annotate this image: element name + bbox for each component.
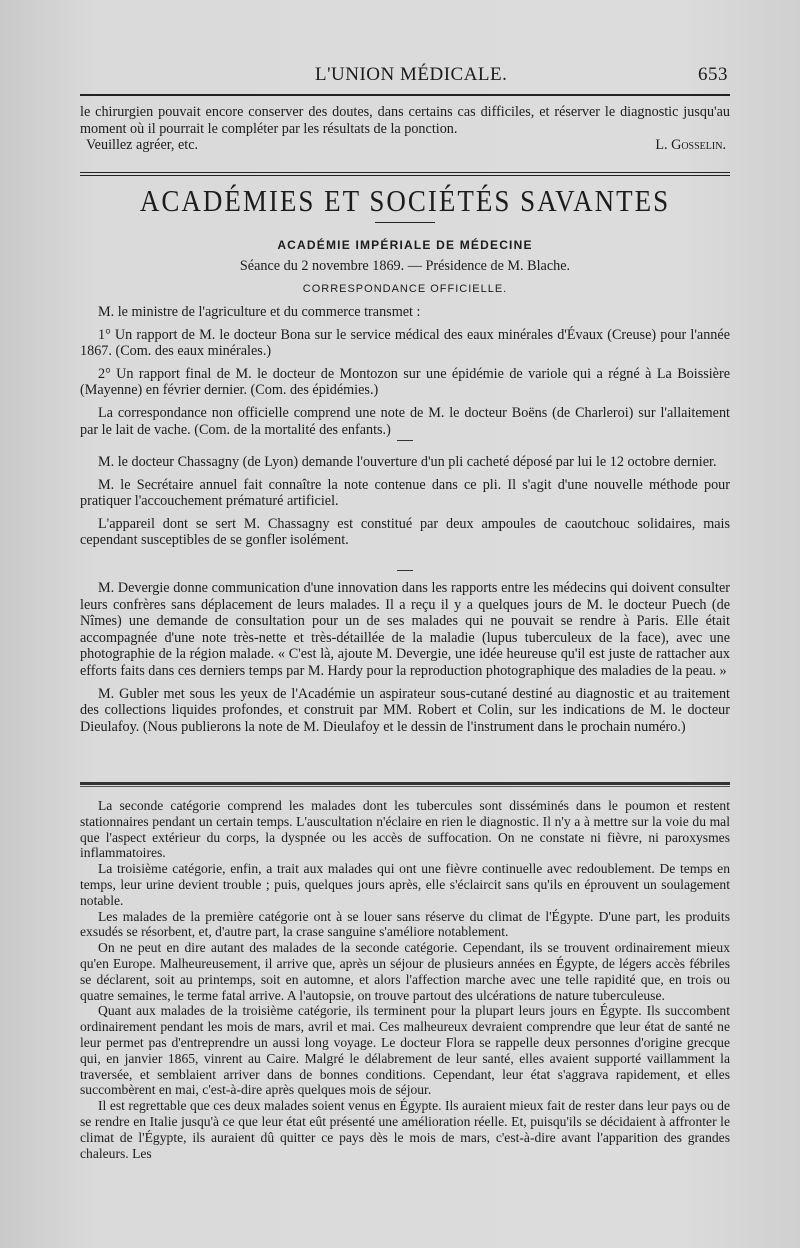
correspondence-item: M. le ministre de l'agriculture et du commerce transmet : [98, 304, 421, 320]
section-title: ACADÉMIES ET SOCIÉTÉS SAVANTES [139, 184, 671, 218]
letter-paragraph: le chirurgien pouvait encore conserver des doutes, dans certains cas difficiles, et réserver le diagnostic jusqu'au moment où il pourrait le compléter par les résultats de la ponction. [80, 104, 730, 137]
tiny-rule [397, 440, 413, 441]
seance-block [80, 258, 730, 275]
correspondence-item: 1° Un rapport de M. le docteur Bona sur le service médical des eaux minérales d'Évaux (Creuse) pour l'année 1867. (Com. des eaux minérales.) [80, 326, 730, 360]
page-number: 653 [698, 64, 728, 85]
section-heading [80, 186, 730, 217]
bottom-divider [80, 782, 730, 787]
subheading-block [80, 283, 730, 295]
section-divider [80, 172, 730, 176]
paragraph: Les malades de la première catégorie ont à se louer sans réserve du climat de l'Égypte. D'une part, les produits exsudés se résorbent, et, d'autre part, la crase sanguine s'améliore notablement. [80, 908, 730, 940]
double-rule [80, 172, 730, 176]
short-rule [375, 222, 435, 223]
devergie-block [80, 580, 730, 735]
tiny-rule-1-wrap [80, 440, 730, 441]
closing-formula: Veuillez agréer, etc. [86, 137, 199, 154]
paragraph: Il est regrettable que ces deux malades soient venus en Égypte. Ils auraient mieux fait de rester dans leur pays ou de se rendre en Italie jusqu'à ce que leur état eût présenté une amélioration réelle. Et, puisqu'ils se décidaient à affronter le climat de l'Égypte, ils auraient dû quitter ce pays dès le mois de mars, c'est-à-dire avant l'apparition des grandes chaleurs. Les [80, 1098, 730, 1161]
signature: L. Gosselin. [655, 137, 726, 154]
academy-name: ACADÉMIE IMPÉRIALE DE MÉDECINE [277, 238, 533, 252]
letter-ending [80, 104, 730, 154]
running-head [80, 64, 730, 92]
correspondence-list [80, 304, 730, 438]
paragraph: M. le Secrétaire annuel fait connaître la note contenue dans ce pli. Il s'agit d'une nouvelle méthode pour pratiquer l'accouchement prématuré artificiel. [80, 476, 730, 510]
paragraph: On ne peut en dire autant des malades de la seconde catégorie. Cependant, ils se trouvent ordinairement mieux qu'en Europe. Malheureusement, il arrive que, après un séjour de plusieurs années en Égypte, de légers accès fébriles se déclarent, soit au printemps, soit en automne, et alors l'affection marche avec une telle rapidité que, en trois ou quatre semaines, le terme fatal arrive. A l'autopsie, on trouve partout des ulcérations de nature tuberculeuse. [80, 940, 730, 1003]
signature-line [80, 137, 730, 154]
paragraph: La seconde catégorie comprend les malades dont les tubercules sont disséminés dans le poumon et restent stationnaires pendant un certain temps. L'auscultation n'éclaire en rien le diagnostic. Il n'y a à mettre sur la voie du mal que l'aspect extérieur du corps, la dyspnée ou les accès de suffocation. On ne constate ni fièvre, ni paroxysmes inflammatoires. [80, 798, 730, 861]
tiny-rule [397, 570, 413, 571]
paragraph: La troisième catégorie, enfin, a trait aux malades qui ont une fièvre continuelle avec redoublement. De temps en temps, leur urine devient trouble ; puis, quelques jours après, elle s'éclaircit sans qu'ils en éprouvent un soulagement notable. [80, 861, 730, 908]
correspondence-item: La correspondance non officielle comprend une note de M. le docteur Boëns (de Charleroi) sur l'allaitement par le lait de vache. (Com. de la mortalité des enfants.) [80, 404, 730, 438]
header-rule [80, 94, 730, 96]
continued-article [80, 798, 730, 1161]
short-rule-wrap [80, 222, 730, 223]
correspondence-heading: CORRESPONDANCE OFFICIELLE. [302, 283, 508, 295]
thick-rule [80, 782, 730, 787]
correspondence-item: 2° Un rapport final de M. le docteur de Montozon sur une épidémie de variole qui a régné à La Boissière (Mayenne) en février dernier. (Com. des épidémies.) [80, 365, 730, 399]
academy-block [80, 238, 730, 252]
tiny-rule-2-wrap [80, 570, 730, 571]
paragraph: M. Devergie donne communication d'une innovation dans les rapports entre les médecins qui doivent consulter leurs confrères sans déplacement de leurs malades. Il a reçu il y a quelques jours de M. le docteur Puech (de Nîmes) une demande de consultation pour un de ses malades qui ne pouvait se rendre à Paris. Elle était accompagnée d'une note très-nette et très-détaillée de la maladie (lupus tuberculeux de la face), avec une photographie de la région malade. « C'est là, ajoute M. Devergie, une idée heureuse qu'il est juste de rattacher aux efforts faits dans ces derniers temps par M. Hardy pour la reproduction photographique des maladies de la peau. » [80, 580, 730, 679]
paragraph: M. le docteur Chassagny (de Lyon) demande l'ouverture d'un pli cacheté déposé par lui le 12 octobre dernier. [98, 454, 717, 470]
paragraph: L'appareil dont se sert M. Chassagny est constitué par deux ampoules de caoutchouc solidaires, mais cependant susceptibles de se gonfler isolément. [80, 515, 730, 549]
seance-line: Séance du 2 novembre 1869. — Présidence de M. Blache. [239, 258, 571, 274]
chassagny-block [80, 454, 730, 549]
paragraph: Quant aux malades de la troisième catégorie, ils terminent pour la plupart leurs jours en Égypte. Ils succombent ordinairement pendant les mois de mars, avril et mai. Ces malheureux devraient comprendre que leur état de santé ne leur permet pas d'entreprendre un aussi long voyage. Le docteur Flora se rappelle deux personnes d'origine grecque qui, en janvier 1865, vinrent au Caire. Malgré le délabrement de leur santé, elles avaient supporté vaillamment la traversée, et semblaient arriver dans de bonnes conditions. Cependant, leur état s'aggrava rapidement, et elles succombèrent en mai, c'est-à-dire après quelques mois de séjour. [80, 1003, 730, 1098]
paragraph: M. Gubler met sous les yeux de l'Académie un aspirateur sous-cutané destiné au diagnostic et au traitement des collections liquides profondes, et construit par MM. Robert et Colin, sur les indications de M. le docteur Dieulafoy. (Nous publierons la note de M. Dieulafoy et le dessin de l'instrument dans le prochain numéro.) [80, 685, 730, 735]
journal-title: L'UNION MÉDICALE. [315, 64, 508, 85]
